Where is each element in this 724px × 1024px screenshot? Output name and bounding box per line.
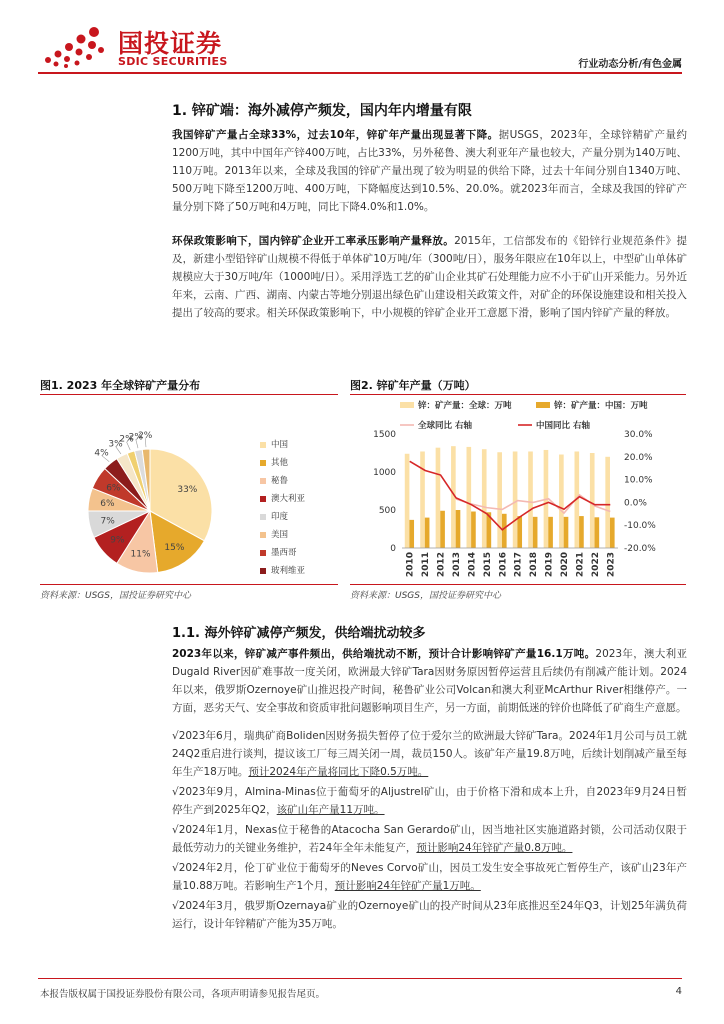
x-axis-tick-label: 2019 xyxy=(544,552,555,578)
bullet-tara xyxy=(172,727,687,781)
figure-2-bar-line-chart xyxy=(350,398,686,582)
p1-lead: 我国锌矿产量占全球33%，过去10年，锌矿年产量出现显著下降。 xyxy=(172,129,499,141)
legend-label: 墨西哥 xyxy=(271,548,297,558)
legend-swatch xyxy=(260,460,266,466)
chart-legend-label: 中国同比 右轴 xyxy=(536,421,590,431)
bar-legend-swatch xyxy=(536,402,550,408)
bar-china xyxy=(502,514,507,548)
pie-value-label: 2% xyxy=(128,432,143,443)
s11-lead-bold: 2023年以来，锌矿减产事件频出，供给端扰动不断，预计合计影响锌矿产量16.1万吨。 xyxy=(172,648,596,660)
legend-label: 美国 xyxy=(271,530,289,540)
y2-axis-tick-label: 0.0% xyxy=(624,498,647,509)
bar-china xyxy=(533,517,538,548)
bar-global xyxy=(482,449,487,548)
bar-global xyxy=(466,447,471,548)
section-1 xyxy=(172,100,687,322)
y-axis-tick-label: 1000 xyxy=(373,468,396,478)
bar-global xyxy=(528,451,533,548)
p1-body: 据USGS，2023年，全球锌精矿产量约1200万吨，其中中国年产锌400万吨，占比33%，另外秘鲁、澳大利亚年产量也较大，产量分别为140万吨、110万吨。2013年以来，全球及我国的锌矿产量出现了较为明显的供给下降，过去十年间分别自1340万吨、500万吨下降至1200万吨、400万吨，下降幅度达到10.5%、20.0%。就2023年而言，全球及我国的锌矿产量分别下降了50万吨和4万吨，同比下降4.0%和1.0%。 xyxy=(172,129,688,213)
y2-axis-tick-label: 30.0% xyxy=(624,430,653,440)
bullet-3-highlight: 预计影响24年锌矿产量0.8万吨。 xyxy=(416,842,573,854)
legend-label: 其他 xyxy=(271,458,289,468)
bar-china xyxy=(548,517,553,548)
legend-swatch xyxy=(260,532,266,538)
pie-legend-item xyxy=(260,438,288,450)
chart-legend-label: 锌：矿产量：全球：万吨 xyxy=(418,401,512,411)
bar-china xyxy=(564,517,569,548)
y2-axis-tick-label: -10.0% xyxy=(624,521,656,532)
line-global-yoy xyxy=(456,495,610,513)
pie-legend-item xyxy=(260,492,305,504)
legend-label: 澳大利亚 xyxy=(271,494,306,504)
bullet-3-text: √2024年1月，Nexas位于秘鲁的Atacocha San Gerardo矿山，因当地社区实施道路封锁，公司活动仅限于最低劳动力的关键业务维护，若24年全年未能复产， xyxy=(172,824,687,854)
bar-china xyxy=(471,512,476,548)
figure-2-source: 资料来源：USGS，国投证券研究中心 xyxy=(350,591,501,601)
section-1-paragraph-1 xyxy=(172,126,687,216)
figure-2-rule xyxy=(350,394,686,395)
bullet-ozernoye xyxy=(172,897,687,933)
bar-global xyxy=(559,455,564,548)
y-axis-tick-label: 1500 xyxy=(373,430,396,440)
footer-disclaimer: 本报告版权属于国投证券股份有限公司，各项声明请参见报告尾页。 xyxy=(40,989,326,1000)
figure-2-bottom-rule xyxy=(350,584,686,585)
x-axis-tick-label: 2010 xyxy=(405,552,416,578)
bar-china xyxy=(610,518,615,548)
bar-global xyxy=(405,454,410,548)
section-1-1-title: 1.1. 海外锌矿减停产频发，供给端扰动较多 xyxy=(172,626,426,641)
figure-1-source: 资料来源：USGS，国投证券研究中心 xyxy=(40,591,191,601)
page-number: 4 xyxy=(675,986,682,997)
chart-legend-label: 全球同比 右轴 xyxy=(418,421,472,431)
pie-value-label: 7% xyxy=(100,516,115,527)
bar-global xyxy=(590,453,595,548)
pie-legend-item xyxy=(260,510,288,522)
pie-legend-item xyxy=(260,474,288,486)
footer-divider xyxy=(38,978,682,979)
pie-value-label: 2% xyxy=(119,434,134,445)
bar-china xyxy=(517,516,522,548)
legend-label: 玻利维亚 xyxy=(271,566,306,576)
bullet-aljustrel xyxy=(172,783,687,819)
pie-value-label: 3% xyxy=(108,439,123,450)
y-axis-tick-label: 500 xyxy=(378,506,396,516)
pie-legend-item xyxy=(260,546,297,558)
bar-china xyxy=(409,520,414,548)
x-axis-tick-label: 2011 xyxy=(421,552,432,578)
x-axis-tick-label: 2020 xyxy=(560,552,570,578)
legend-swatch xyxy=(260,478,266,484)
x-axis-tick-label: 2017 xyxy=(513,552,524,578)
section-1-1 xyxy=(172,622,687,933)
bullet-atacocha xyxy=(172,821,687,857)
bullet-4-text: √2024年2月，伦丁矿业位于葡萄牙的Neves Corvo矿山，因员工发生安全事故死亡暂停生产，该矿山23年产量10.88万吨。若影响生产1个月， xyxy=(172,862,687,892)
chart-legend-label: 锌：矿产量：中国：万吨 xyxy=(554,401,648,411)
pie-value-label: 6% xyxy=(100,498,115,509)
bar-global xyxy=(420,451,425,548)
bar-legend-swatch xyxy=(400,402,414,408)
x-axis-tick-label: 2015 xyxy=(482,552,493,578)
bar-global xyxy=(497,452,502,548)
s11-lead-body: 2023年，澳大利亚Dugald River因矿难事故一度关闭，欧洲最大锌矿Tara因财务原因暂停运营且后续仍有削减产能计划。2024年以来，俄罗斯Ozernoye矿山推迟投产时间，秘鲁矿业公司Volcan和澳大利亚McArthur River相继停产。一方面，恶劣天气、安全事故和资质审批问题影响项目生产，另一方面，前期低迷的锌价也降低了矿商生产意愿。 xyxy=(172,648,687,714)
pie-legend-item xyxy=(260,528,288,540)
x-axis-tick-label: 2022 xyxy=(590,552,601,578)
y2-axis-tick-label: 10.0% xyxy=(624,475,653,486)
y2-axis-tick-label: 20.0% xyxy=(624,452,653,463)
x-axis-tick-label: 2023 xyxy=(606,552,617,578)
bullet-5-text: √2024年3月，俄罗斯Ozernaya矿业的Ozernoye矿山的投产时间从23年底推迟至24年Q3，计划25年满负荷运行，设计年锌精矿产能为35万吨。 xyxy=(172,900,687,930)
legend-swatch xyxy=(260,550,266,556)
y2-axis-tick-label: -20.0% xyxy=(624,544,656,554)
bullet-2-highlight: 该矿山年产量11万吨。 xyxy=(276,804,385,816)
figure-1-title: 图1. 2023 年全球锌矿产量分布 xyxy=(40,379,201,392)
x-axis-tick-label: 2016 xyxy=(498,552,509,578)
section-1-1-lead xyxy=(172,645,687,717)
x-axis-tick-label: 2018 xyxy=(529,552,540,578)
logo-english: SDIC SECURITIES xyxy=(118,55,228,68)
bullet-2-text: √2023年9月，Almina-Minas位于葡萄牙的Aljustrel矿山，由于价格下滑和成本上升，自2023年9月24日暂停生产到2025年Q2， xyxy=(172,786,687,816)
section-1-paragraph-2 xyxy=(172,232,687,322)
p2-lead: 环保政策影响下，国内锌矿企业开工率承压影响产量释放。 xyxy=(172,235,455,247)
x-axis-tick-label: 2012 xyxy=(436,552,447,578)
bar-global xyxy=(436,448,441,548)
bullet-1-text: √2023年6月，瑞典矿商Boliden因财务损失暂停了位于爱尔兰的欧洲最大锌矿Tara。2024年1月公司与员工就24Q2重启进行谈判，提议该工厂每三周关闭一周，裁员150人。该矿年产量19.8万吨，后续计划削减产量至每年生产18万吨。 xyxy=(172,730,687,778)
bar-china xyxy=(579,516,584,548)
legend-swatch xyxy=(260,442,266,448)
legend-label: 印度 xyxy=(271,512,289,522)
pie-value-label: 33% xyxy=(177,484,198,495)
page-header xyxy=(0,0,724,80)
bar-china xyxy=(440,511,445,548)
pie-value-label: 11% xyxy=(130,549,151,560)
header-divider xyxy=(38,72,682,74)
pie-value-label: 4% xyxy=(94,448,109,459)
y-axis-tick-label: 0 xyxy=(390,544,396,554)
bar-china xyxy=(595,517,600,548)
pie-value-label: 6% xyxy=(106,483,121,494)
bar-china xyxy=(425,518,430,548)
legend-swatch xyxy=(260,514,266,520)
pie-value-label: 2% xyxy=(138,431,153,442)
bullet-neves-corvo xyxy=(172,859,687,895)
logo-icon xyxy=(38,24,108,68)
x-axis-tick-label: 2021 xyxy=(575,552,586,578)
figure-1-rule xyxy=(40,394,338,395)
legend-label: 中国 xyxy=(271,440,289,450)
pie-legend-item xyxy=(260,564,305,576)
bar-global xyxy=(605,457,610,548)
logo-chinese: 国投证券 xyxy=(118,29,223,58)
legend-swatch xyxy=(260,496,266,502)
section-1-title: 1. 锌矿端：海外减停产频发，国内年内增量有限 xyxy=(172,103,472,119)
pie-legend-item xyxy=(260,456,288,468)
pie-value-label: 15% xyxy=(164,542,185,553)
bullet-1-highlight: 预计2024年产量将同比下降0.5万吨。 xyxy=(248,766,429,778)
bullet-4-highlight: 预计影响24年锌矿产量1万吨。 xyxy=(334,880,481,892)
bar-global xyxy=(513,451,518,548)
legend-label: 秘鲁 xyxy=(271,476,289,486)
pie-value-label: 9% xyxy=(110,535,125,546)
x-axis-tick-label: 2014 xyxy=(467,552,478,578)
report-category: 行业动态分析/有色金属 xyxy=(578,59,682,70)
p2-body: 2015年，工信部发布的《铅锌行业规范条件》提及，新建小型铅锌矿山规模不得低于单体矿10万吨/年（300吨/日），服务年限应在10年以上，中型矿山单体矿规模应大于30万吨/年（1000吨/日）。采用浮选工艺的矿山企业其矿石处理能力应不小于矿山开采能力。另外近年来，云南、广西、湖南、内蒙古等地分别退出绿色矿山建设相关政策文件，对矿企的环保设施建设和相关投入提出了较高的要求。相关环保政策影响下，中小规模的锌矿企业开工意愿下滑，影响了国内锌矿产量的释放。 xyxy=(172,235,687,319)
bar-china xyxy=(456,510,461,548)
x-axis-tick-label: 2013 xyxy=(452,552,462,578)
figure-1-bottom-rule xyxy=(40,584,338,585)
figure-2-title: 图2. 锌矿年产量（万吨） xyxy=(350,379,476,392)
legend-swatch xyxy=(260,568,266,574)
